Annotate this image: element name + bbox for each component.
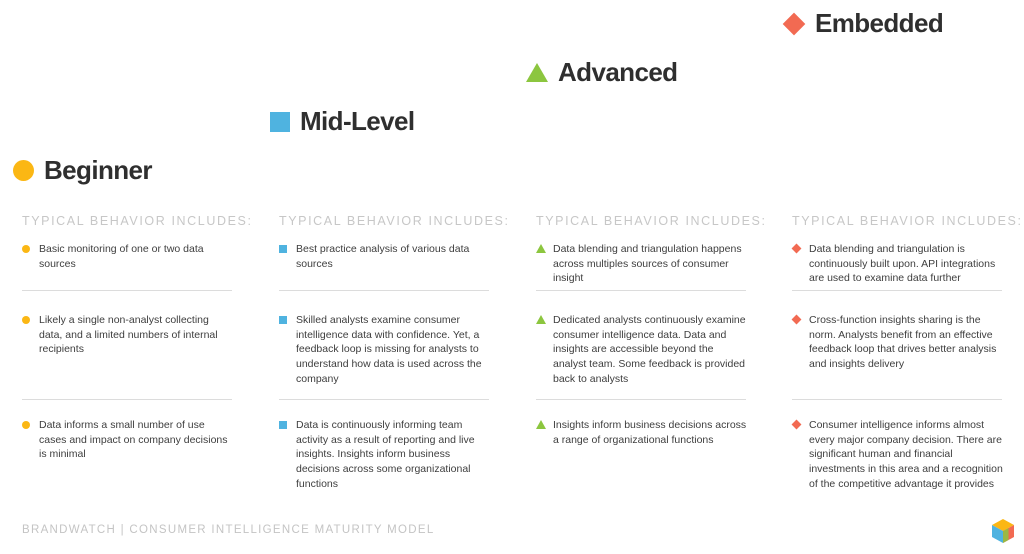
list-item-text: Consumer intelligence informs almost every major company decision. There are significant human and financial investments in this area and a recognition of the competitive advantage it provides bbox=[809, 419, 1003, 490]
triangle-bullet-icon bbox=[536, 420, 546, 429]
level-title-beginner bbox=[13, 155, 152, 186]
diamond-bullet-icon bbox=[792, 244, 802, 254]
square-bullet-icon bbox=[279, 421, 287, 429]
column-heading: TYPICAL BEHAVIOR INCLUDES: bbox=[536, 214, 767, 228]
divider bbox=[792, 399, 1002, 400]
divider bbox=[536, 290, 746, 291]
divider bbox=[792, 290, 1002, 291]
column-mid-level bbox=[279, 212, 510, 498]
divider bbox=[536, 399, 746, 400]
square-bullet-icon bbox=[279, 245, 287, 253]
circle-bullet-icon bbox=[22, 316, 30, 324]
list-item-text: Best practice analysis of various data sources bbox=[296, 243, 470, 270]
list-item-text: Skilled analysts examine consumer intelligence data with confidence. Yet, a feedback loop is missing for analysts to understand how data is used across the company bbox=[296, 314, 482, 385]
list-item-text: Basic monitoring of one or two data sources bbox=[39, 243, 204, 270]
level-title-advanced bbox=[526, 57, 677, 88]
list-item bbox=[22, 242, 234, 290]
list-item bbox=[536, 313, 748, 399]
square-bullet-icon bbox=[279, 316, 287, 324]
list-item bbox=[792, 242, 1004, 290]
column-advanced bbox=[536, 212, 767, 498]
divider bbox=[279, 399, 489, 400]
list-item-text: Dedicated analysts continuously examine consumer intelligence data. Data and insights are accessible beyond the analyst team. Some feedback is provided back to analysts bbox=[553, 314, 746, 385]
list-item-text: Cross-function insights sharing is the norm. Analysts benefit from an effective feedback loop that drives better analysis and insights delivery bbox=[809, 314, 997, 371]
list-item bbox=[279, 242, 491, 290]
list-item bbox=[22, 313, 234, 399]
column-heading: TYPICAL BEHAVIOR INCLUDES: bbox=[792, 214, 1023, 228]
level-title-embedded bbox=[783, 8, 943, 39]
column-embedded bbox=[792, 212, 1023, 498]
level-title-label: Mid-Level bbox=[300, 106, 415, 136]
level-title-label: Beginner bbox=[44, 155, 152, 185]
list-item-text: Likely a single non-analyst collecting data, and a limited numbers of internal recipients bbox=[39, 314, 218, 356]
list-item-text: Insights inform business decisions across a range of organizational functions bbox=[553, 419, 747, 446]
list-item-text: Data blending and triangulation is continuously built upon. API integrations are used to examine data further bbox=[809, 243, 996, 285]
level-title-mid-level bbox=[270, 106, 415, 137]
list-item bbox=[279, 418, 491, 498]
list-item bbox=[792, 418, 1004, 498]
divider bbox=[279, 290, 489, 291]
triangle-bullet-icon bbox=[536, 315, 546, 324]
list-item-text: Data is continuously informing team activity as a result of reporting and live insights. Insights inform business decisions across some organizational functions bbox=[296, 419, 475, 490]
list-item bbox=[792, 313, 1004, 399]
square-icon bbox=[270, 112, 290, 132]
triangle-icon bbox=[526, 63, 548, 82]
diamond-bullet-icon bbox=[792, 420, 802, 430]
divider bbox=[22, 290, 232, 291]
column-heading: TYPICAL BEHAVIOR INCLUDES: bbox=[22, 214, 253, 228]
triangle-bullet-icon bbox=[536, 244, 546, 253]
level-title-label: Advanced bbox=[558, 57, 678, 87]
list-item bbox=[22, 418, 234, 498]
column-beginner bbox=[22, 212, 253, 498]
hexagon-cube-icon bbox=[991, 518, 1015, 544]
list-item bbox=[536, 242, 748, 290]
list-item-text: Data informs a small number of use cases and impact on company decisions is minimal bbox=[39, 419, 228, 461]
diamond-icon bbox=[783, 12, 806, 35]
circle-icon bbox=[13, 160, 34, 181]
circle-bullet-icon bbox=[22, 245, 30, 253]
list-item bbox=[279, 313, 491, 399]
list-item-text: Data blending and triangulation happens across multiples sources of consumer insight bbox=[553, 243, 742, 285]
list-item bbox=[536, 418, 748, 498]
diamond-bullet-icon bbox=[792, 315, 802, 325]
column-heading: TYPICAL BEHAVIOR INCLUDES: bbox=[279, 214, 510, 228]
level-title-label: Embedded bbox=[815, 8, 944, 38]
divider bbox=[22, 399, 232, 400]
footer-text: BRANDWATCH | CONSUMER INTELLIGENCE MATURITY MODEL bbox=[22, 524, 435, 536]
circle-bullet-icon bbox=[22, 421, 30, 429]
